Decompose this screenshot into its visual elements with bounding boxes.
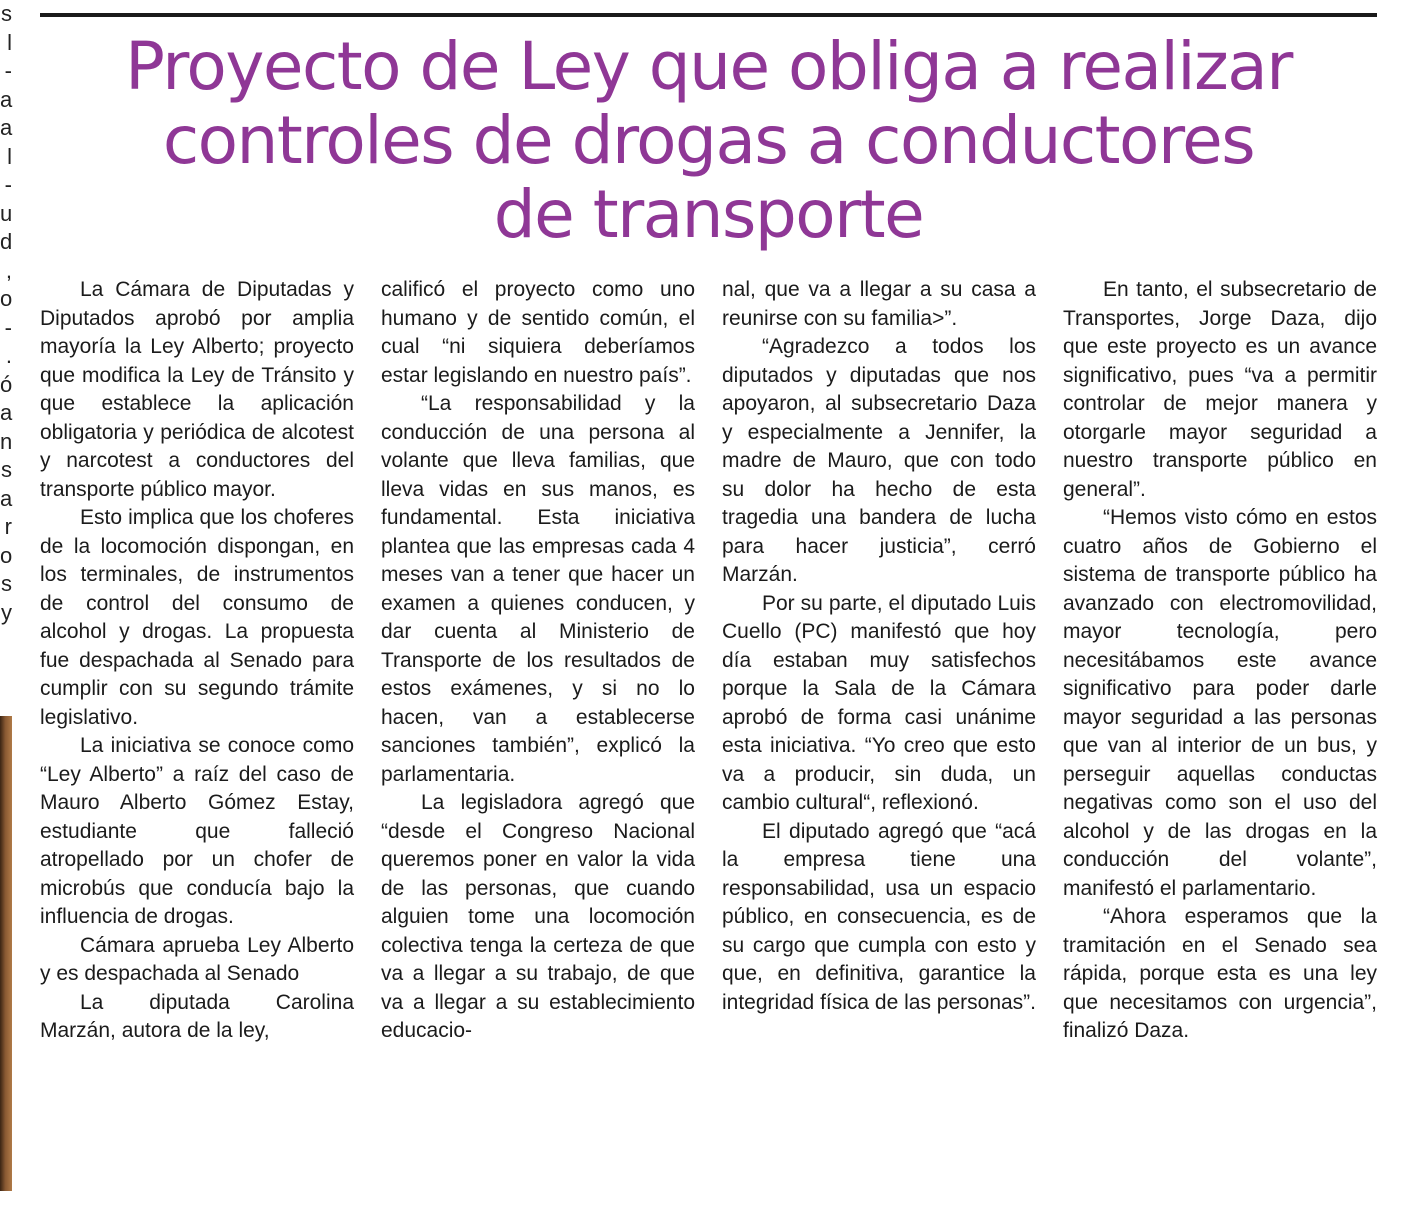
paragraph: Cámara aprueba Ley Alberto y es despachada al Senado — [40, 933, 354, 985]
article-column-3 — [722, 276, 1036, 1191]
edge-fragment: l — [7, 29, 12, 55]
paragraph: La Cámara de Diputadas y Diputados aprobó por amplia mayoría la Ley Alberto; proyecto que modifica la Ley de Tránsito y que establece la aplicación obligatoria y periódica de alcotest y narcotest a conductores del transporte público mayor. — [40, 278, 354, 501]
paragraph: La iniciativa se conoce como “Ley Alberto” a raíz del caso de Mauro Alberto Gómez Estay, estudiante que falleció atropellado por un chofer de microbús que conducía bajo la influencia de drogas. — [40, 734, 354, 928]
edge-fragment: . — [5, 343, 12, 368]
paragraph: “La responsabilidad y la conducción de una persona al volante que lleva familias, que lleva vidas en sus manos, es fundamental. Esta iniciativa plantea que las empresas cada 4 meses van a tener que hacer un examen a quienes conducen, y dar cuenta al Ministerio de Transporte de los resultados de estos exámenes, y si no lo hacen, van a establecerse sanciones también”, explicó la parlamentaria. — [381, 392, 695, 786]
edge-fragment: ó — [0, 371, 13, 397]
edge-fragment: l — [7, 143, 12, 169]
edge-fragment: - — [4, 58, 12, 83]
article-column-1 — [40, 276, 354, 1191]
headline-line-1: Proyecto de Ley que obliga a realizar — [125, 28, 1292, 105]
edge-fragment: o — [0, 542, 13, 568]
paragraph: “Agradezco a todos los diputados y diputadas que nos apoyaron, al subsecretario Daza y especialmente a Jennifer, la madre de Mauro, que con todo su dolor ha hecho de esta tragedia una bandera de lucha para hacer justicia”, cerró Marzán. — [722, 335, 1036, 586]
paragraph: La diputada Carolina Marzán, autora de la ley, — [40, 990, 354, 1042]
top-rule — [40, 13, 1377, 17]
article-body — [40, 276, 1377, 1191]
edge-fragment: a — [0, 115, 13, 140]
article-column-2 — [381, 276, 695, 1191]
paragraph: nal, que va a llegar a su casa a reunirse con su familia>”. — [722, 278, 1036, 330]
edge-fragment: , — [5, 257, 12, 283]
adjacent-photo-edge — [0, 716, 12, 1191]
edge-fragment: o — [0, 286, 13, 311]
paragraph: El diputado agregó que “acá la empresa tiene una responsabilidad, usa un espacio público, en consecuencia, es de su cargo que cumpla con esto y que, en definitiva, garantice la integridad física de las personas”. — [722, 819, 1037, 1014]
edge-fragment: s — [1, 457, 12, 482]
edge-fragment: - — [4, 172, 12, 197]
edge-fragment: a — [0, 86, 13, 112]
edge-fragment: s — [1, 1, 12, 26]
edge-fragment: d — [0, 229, 13, 254]
edge-fragment: a — [0, 400, 13, 425]
edge-fragment: n — [0, 428, 13, 454]
paragraph: La legisladora agregó que “desde el Congreso Nacional queremos poner en valor la vida de las personas, que cuando alguien tome una locomoción colectiva tenga la certeza de que va a llegar a su trabajo, de que va a llegar a su establecimiento educacio- — [381, 791, 695, 1042]
edge-fragment: a — [0, 485, 13, 511]
paragraph: calificó el proyecto como uno humano y de sentido común, el cual “ni siquiera deberíamos estar legislando en nuestro país”. — [381, 278, 695, 387]
paragraph: Por su parte, el diputado Luis Cuello (PC) manifestó que hoy día estaban muy satisfechos porque la Sala de la Cámara aprobó de forma casi unánime esta iniciativa. “Yo creo que esto va a producir, sin duda, un cambio cultural“, reflexionó. — [722, 591, 1036, 814]
paragraph: “Hemos visto cómo en estos cuatro años de Gobierno el sistema de transporte público ha avanzado con electromovilidad, mayor tecnología, pero necesitábamos este avance significativo para poder darle mayor seguridad a las personas que van al interior de un bus, y perseguir aquellas conductas negativas como son el uso del alcohol y de las drogas en la conducción del volante”, manifestó el parlamentario. — [1063, 506, 1377, 900]
paragraph: En tanto, el subsecretario de Transportes, Jorge Daza, dijo que este proyecto es un avance significativo, pues “va a permitir controlar de mejor manera y otorgarle mayor seguridad a nuestro transporte público en general”. — [1063, 278, 1377, 501]
edge-fragment: u — [0, 200, 13, 226]
headline-line-2: controles de drogas a conductores — [162, 102, 1255, 179]
headline-line-3: de transporte — [493, 176, 924, 253]
article-column-4 — [1063, 276, 1377, 1191]
headline — [40, 30, 1377, 252]
paragraph: “Ahora esperamos que la tramitación en el Senado sea rápida, porque esta es una ley que necesitamos con urgencia”, finalizó Daza. — [1063, 905, 1377, 1042]
adjacent-article-edge — [0, 0, 16, 700]
edge-fragment: r — [4, 514, 12, 539]
edge-fragment: - — [4, 314, 12, 340]
edge-fragment: y — [1, 599, 12, 625]
edge-fragment: s — [1, 571, 12, 596]
paragraph: Esto implica que los choferes de la locomoción dispongan, en los terminales, de instrumentos de control del consumo de alcohol y drogas. La propuesta fue despachada al Senado para cumplir con su segundo trámite legislativo. — [40, 506, 354, 729]
